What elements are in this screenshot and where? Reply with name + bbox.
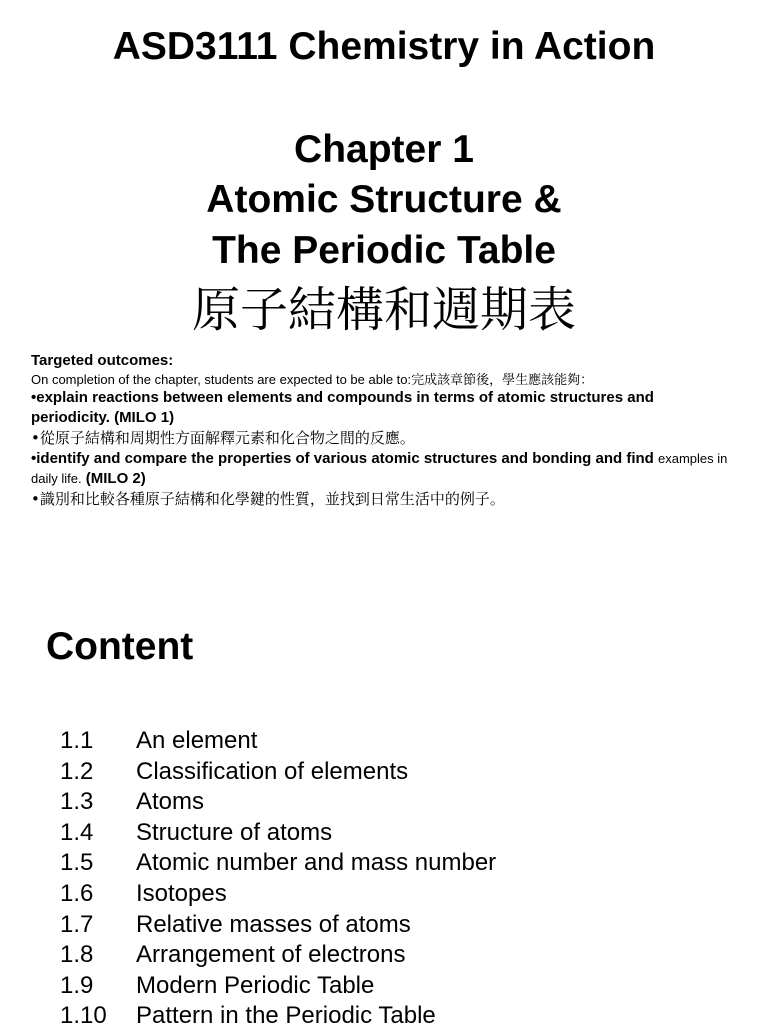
chapter-title-chinese: 原子結構和週期表 (191, 282, 576, 338)
outcome-item-1-en: •explain reactions between elements and compounds in terms of atomic structures and periodicity. (MILO 1) (31, 389, 654, 426)
toc-item-number: 1.9 (60, 971, 94, 999)
toc-item-number: 1.10 (60, 1002, 107, 1024)
toc-item (60, 971, 496, 1002)
toc-item-title: Relative masses of atoms (136, 910, 411, 938)
toc-item-title: Isotopes (136, 879, 227, 907)
toc-item-number: 1.3 (60, 788, 94, 816)
outcome-item-2-en-part-a: •identify and compare the properties of various atomic structures and bonding and find (31, 450, 658, 467)
toc-item-title: Modern Periodic Table (136, 971, 375, 999)
toc-item (60, 848, 496, 879)
toc-item (60, 787, 496, 818)
toc-item-number: 1.6 (60, 879, 94, 907)
toc-item-title: Arrangement of electrons (136, 941, 406, 969)
toc-item (60, 879, 496, 910)
toc-item-title: Atomic number and mass number (136, 849, 497, 877)
outcome-item-1-zh: •從原子結構和周期性方面解釋元素和化合物之間的反應。 (31, 429, 415, 447)
content-heading: Content (46, 625, 194, 668)
outcomes-heading: Targeted outcomes: (31, 352, 174, 369)
course-title: ASD3111 Chemistry in Action (112, 25, 656, 68)
chapter-title-line1: Atomic Structure & (206, 178, 562, 221)
toc-item-number: 1.2 (60, 757, 94, 785)
toc-item-number: 1.1 (60, 727, 94, 754)
outcomes-intro: On completion of the chapter, students are expected to be able to:完成該章節後，學生應該能夠： (31, 372, 594, 387)
chapter-title-line2: The Periodic Table (212, 229, 556, 272)
toc-item-title: Pattern in the Periodic Table (136, 1002, 436, 1024)
toc-item (60, 818, 496, 849)
toc-item-title: Structure of atoms (136, 818, 333, 846)
toc-item-title: Atoms (136, 788, 205, 816)
chapter-label: Chapter 1 (294, 128, 474, 171)
table-of-contents (60, 726, 496, 1024)
toc-item-title: Classification of elements (136, 757, 409, 785)
outcome-item-2-zh: •識別和比較各種原子結構和化學鍵的性質，並找到日常生活中的例子。 (31, 490, 505, 508)
toc-item (60, 1001, 496, 1024)
outcome-item-2-en-part-b: examples in daily life. (31, 451, 728, 486)
outcome-item-2-en-part-c: (MILO 2) (81, 470, 146, 487)
toc-item-number: 1.5 (60, 849, 94, 877)
toc-item-number: 1.7 (60, 910, 94, 938)
toc-item-title: An element (136, 727, 258, 754)
toc-item (60, 726, 496, 757)
toc-item-number: 1.4 (60, 818, 94, 846)
toc-item-number: 1.8 (60, 941, 94, 969)
outcome-item-2-en (31, 449, 731, 489)
toc-item (60, 910, 496, 941)
toc-item (60, 757, 496, 788)
targeted-outcomes (31, 351, 731, 510)
toc-item (60, 940, 496, 971)
